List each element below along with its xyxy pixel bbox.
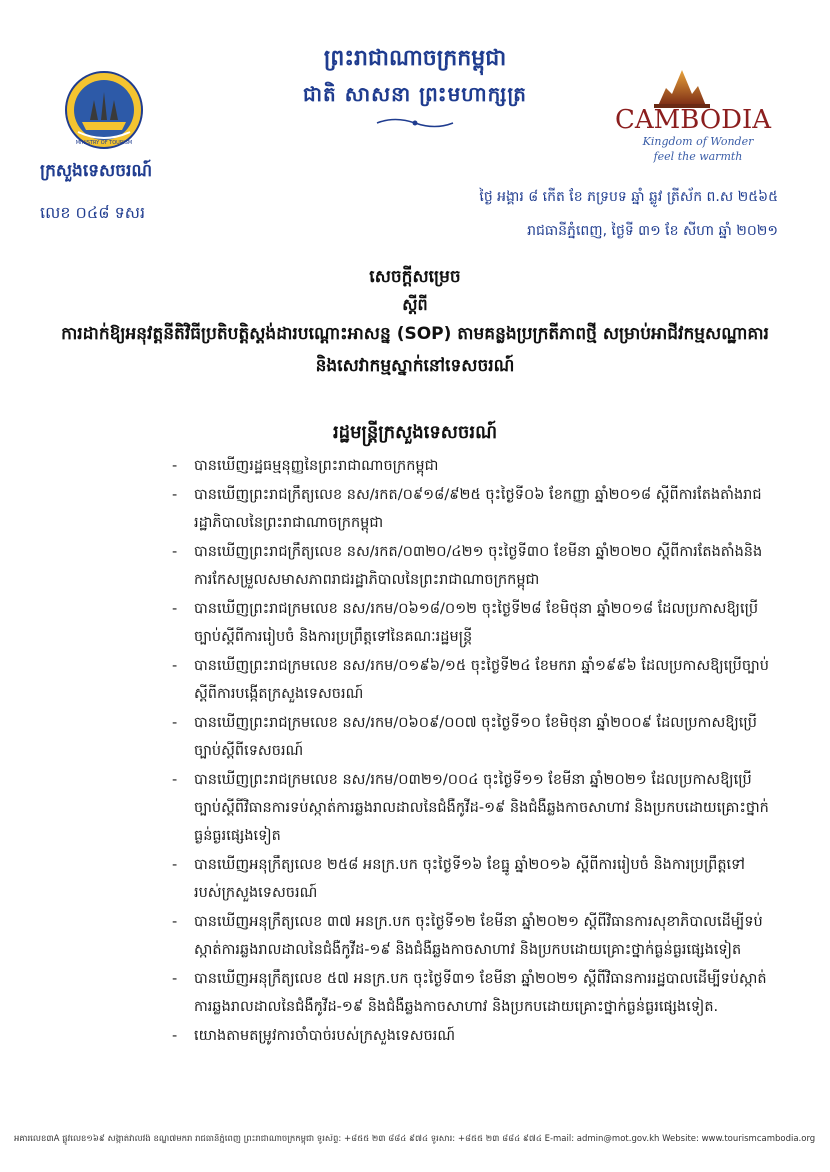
list-item: - បានឃើញព្រះរាជក្រឹត្យលេខ នស/រកត/០៣២០/៤២១ ចុះថ្ងៃទី៣០ ខែមីនា ឆ្នាំ២០២០ ស្ដីពីការតែងតាំងនិងការកែសម្រួលសមាសភាពរាជរដ្ឋាភិបាលនៃព្រះរាជាណាចក្រកម្ពុជា: [172, 544, 763, 588]
logo-tagline2: feel the warmth: [653, 150, 743, 163]
list-item: - បានឃើញអនុក្រឹត្យលេខ ៣៧ អនក្រ.បក ចុះថ្ងៃទី១២ ខែមីនា ឆ្នាំ២០២១ ស្ដីពីវិធានការសុខាភិបាលដើម្បីទប់ស្កាត់ការឆ្លងរាលដាលនៃជំងឺកូវីដ-១៩ និងជំងឺឆ្លងកាចសាហាវ និងប្រកបដោយគ្រោះថ្នាក់ធ្ងន់ធ្ងរផ្សេងទៀត: [172, 914, 763, 958]
lunar-date: ថ្ងៃ អង្គារ ៨ កើត ខែ ភទ្របទ ឆ្នាំ ឆ្លូវ ត្រីស័ក ព.ស ២៥៦៥: [479, 189, 778, 205]
list-item: - បានឃើញព្រះរាជក្រមលេខ នស/រកម/០៦០៩/០០៧ ចុះថ្ងៃទី១០ ខែមិថុនា ឆ្នាំ២០០៩ ដែលប្រកាសឱ្យប្រើច្បាប់ស្ដីពីទេសចរណ៍: [172, 715, 757, 759]
title-decision: សេចក្ដីសម្រេច: [369, 267, 461, 287]
list-item: - បានឃើញអនុក្រឹត្យលេខ ៥៧ អនក្រ.បក ចុះថ្ងៃទី៣១ ខែមីនា ឆ្នាំ២០២១ ស្ដីពីវិធានការរដ្ឋបាលដើម្បីទប់ស្កាត់ការឆ្លងរាលដាលនៃជំងឺកូវីដ-១៩ និងជំងឺឆ្លងកាចសាហាវ និងប្រកបដោយគ្រោះថ្នាក់ធ្ងន់ធ្ងរផ្សេងទៀត.: [172, 971, 767, 1015]
ministry-name: ក្រសួងទេសចរណ៍: [40, 161, 153, 181]
ministry-seal-icon: [64, 70, 144, 150]
solar-date: រាជធានីភ្នំពេញ, ថ្ងៃទី ៣១ ខែ សីហា ឆ្នាំ ២០២១: [527, 223, 778, 239]
list-item: - បានឃើញព្រះរាជក្រមលេខ នស/រកម/០៦១៨/០១២ ចុះថ្ងៃទី២៨ ខែមិថុនា ឆ្នាំ២០១៨ ដែលប្រកាសឱ្យប្រើច្បាប់ស្ដីពីការរៀបចំ និងការប្រព្រឹត្តទៅនៃគណៈរដ្ឋមន្ត្រី: [172, 601, 759, 645]
title-subject: ការដាក់ឱ្យអនុវត្តនីតិវិធីប្រតិបត្តិស្តង់ដារបណ្ដោះអាសន្ន (SOP) តាមគន្លងប្រក្រតីភាពថ្មី សម្រាប់អាជីវកម្មសណ្ឋាគារ និងសេវាកម្មស្នាក់នៅទេសចរណ៍: [61, 324, 769, 376]
considerations-list: [172, 452, 772, 1051]
logo-brand: CAMBODIA: [614, 105, 772, 135]
document-title: [0, 262, 830, 382]
minister-heading: រដ្ឋមន្ត្រីក្រសួងទេសចរណ៍: [332, 422, 498, 443]
list-item: - បានឃើញព្រះរាជក្រមលេខ នស/រកម/០១៩៦/១៥ ចុះថ្ងៃទី២៤ ខែមករា ឆ្នាំ១៩៩៦ ដែលប្រកាសឱ្យប្រើច្បាប់ស្ដីពីការបង្កើតក្រសួងទេសចរណ៍: [172, 658, 769, 702]
list-item: - បានឃើញព្រះរាជក្រឹត្យលេខ នស/រកត/០៩១៨/៩២៥ ចុះថ្ងៃទី០៦ ខែកញ្ញា ឆ្នាំ២០១៨ ស្ដីពីការតែងតាំងរាជរដ្ឋាភិបាលនៃព្រះរាជាណាចក្រកម្ពុជា: [172, 487, 762, 531]
title-on: ស្ដីពី: [402, 295, 428, 314]
list-item: - បានឃើញរដ្ឋធម្មនុញ្ញនៃព្រះរាជាណាចក្រកម្ពុជា: [172, 458, 439, 474]
divider-ornament-icon: [375, 116, 455, 130]
reference-number: លេខ ០៤៨ ទសរ: [40, 203, 146, 222]
kingdom-line2: ជាតិ សាសនា ព្រះមហាក្សត្រ: [303, 82, 527, 106]
list-item: - បានឃើញព្រះរាជក្រមលេខ នស/រកម/០៣២១/០០៤ ចុះថ្ងៃទី១១ ខែមីនា ឆ្នាំ២០២១ ដែលប្រកាសឱ្យប្រើច្បាប់ស្ដីពីវិធានការទប់ស្កាត់ការឆ្លងរាលដាលនៃជំងឺកូវីដ-១៩ និងជំងឺឆ្លងកាចសាហាវ និងប្រកបដោយគ្រោះថ្នាក់ធ្ងន់ធ្ងរផ្សេងទៀត: [172, 772, 769, 844]
list-item: - បានឃើញអនុក្រឹត្យលេខ ២៥៨ អនក្រ.បក ចុះថ្ងៃទី១៦ ខែធ្នូ ឆ្នាំ២០១៦ ស្ដីពីការរៀបចំ និងការប្រព្រឹត្តទៅរបស់ក្រសួងទេសចរណ៍: [172, 857, 745, 901]
date-block: [378, 180, 778, 248]
footer-contact: អគារលេខ៣A ផ្លូវលេខ១៦៩ សង្កាត់វាលវង់ ខណ្ឌ៧មករា រាជធានីភ្នំពេញ ព្រះរាជាណាចក្រកម្ពុជា ទូរស័ព្ទ: +៨៥៥ ២៣ ៨៨៤ ៩៧៤ ទូរសារ: +៨៥៥ ២៣ ៨៨៤ ៩៧៤ E-mail: admin@mot.gov.kh Website: www.tourismcambodia.org: [14, 1134, 816, 1144]
seal-text: MINISTRY OF TOURISM: [75, 140, 133, 146]
logo-tagline1: Kingdom of Wonder: [642, 135, 754, 148]
kingdom-line1: ព្រះរាជាណាចក្រកម្ពុជា: [323, 45, 507, 71]
cambodia-logo-icon: [606, 58, 781, 168]
list-item: - យោងតាមតម្រូវការចាំបាច់របស់ក្រសួងទេសចរណ៍: [172, 1028, 456, 1044]
